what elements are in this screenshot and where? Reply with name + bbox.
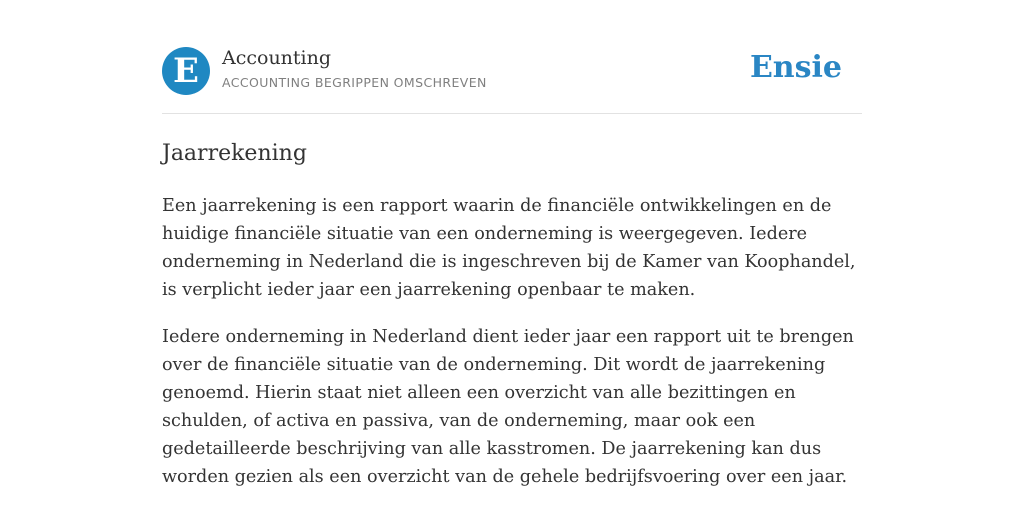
site-header — [162, 0, 862, 114]
brand-logo[interactable]: Ensie — [749, 50, 842, 85]
page-title: Jaarrekening — [162, 141, 307, 166]
site-logo-icon[interactable]: E — [162, 47, 210, 95]
site-title[interactable]: Accounting — [222, 47, 332, 69]
page-container — [162, 0, 862, 491]
article-paragraph: Een jaarrekening is een rapport waarin de financiële ontwikkelingen en de huidige financiële situatie van een onderneming is weergegeven. Iedere onderneming in Nederland die is ingeschreven bij de Kamer van Koophandel, is verplicht ieder jaar een jaarrekening openbaar te maken. — [162, 196, 856, 300]
site-subtitle: ACCOUNTING BEGRIPPEN OMSCHREVEN — [222, 75, 487, 90]
article-paragraph: Iedere onderneming in Nederland dient ieder jaar een rapport uit te brengen over de financiële situatie van de onderneming. Dit wordt de jaarrekening genoemd. Hierin staat niet alleen een overzicht van alle bezittingen en schulden, of activa en passiva, van de onderneming, maar ook een gedetailleerde beschrijving van alle kasstromen. De jaarrekening kan dus worden gezien als een overzicht van de gehele bedrijfsvoering over een jaar. — [162, 327, 854, 487]
